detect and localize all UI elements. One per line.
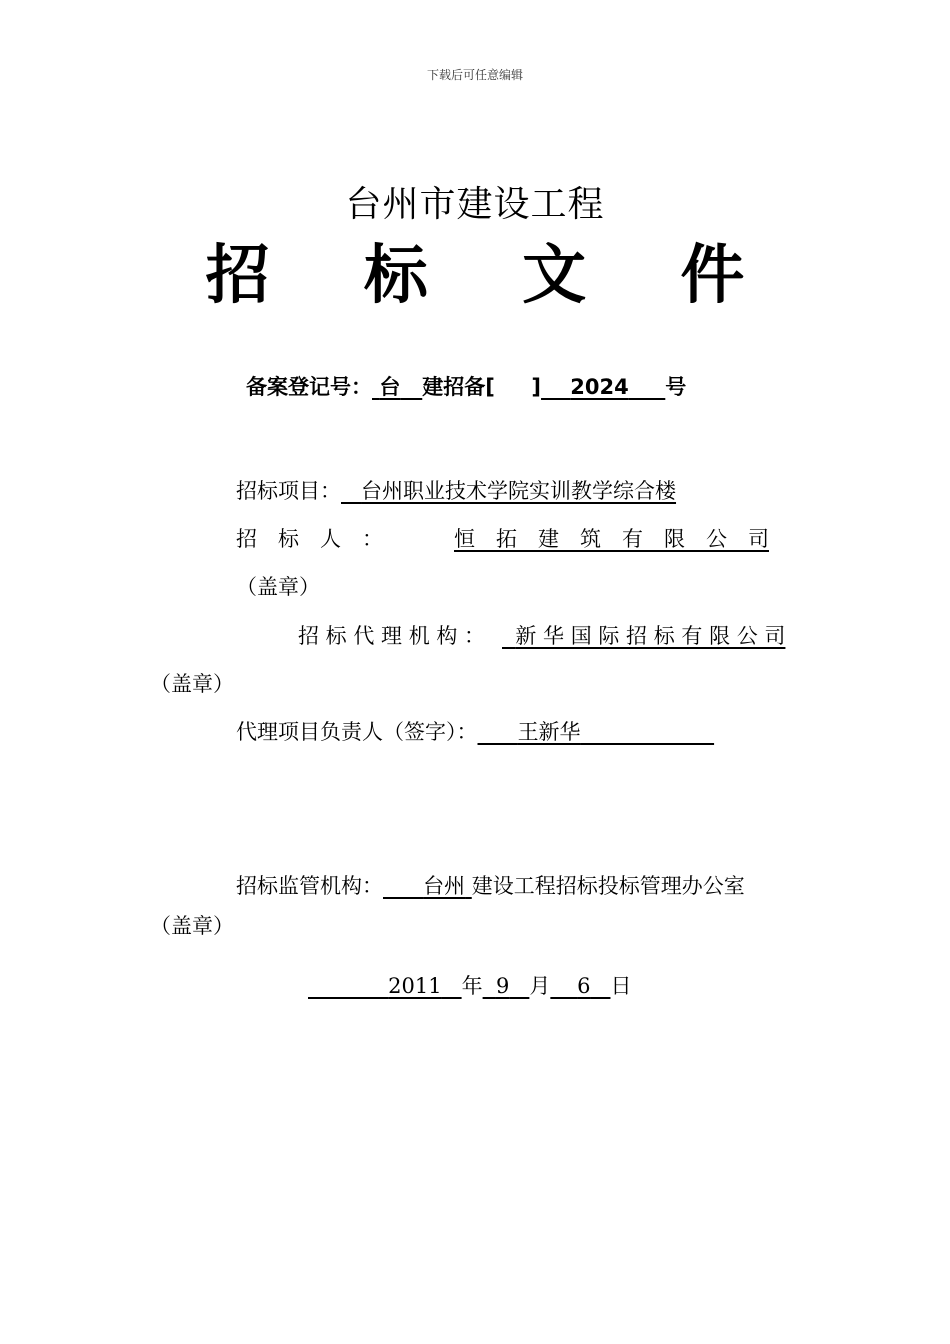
date-month-unit: 月	[529, 974, 551, 998]
registration-city: 台	[379, 375, 401, 399]
agency-value: 新 华 国 际 招 标 有 限 公 司	[515, 624, 786, 648]
manager-value: 王新华	[517, 720, 581, 744]
registration-label: 备案登记号：	[246, 375, 372, 399]
supervisor-row	[236, 870, 745, 900]
date-month: 9	[495, 974, 510, 998]
supervisor-city: 台州	[423, 874, 466, 898]
project-value: 台州职业技术学院实训教学综合楼	[361, 479, 677, 503]
date-day: 6	[577, 974, 591, 998]
registration-bracket-close: ]	[531, 375, 542, 399]
title-main: 招 标 文 件	[205, 238, 781, 313]
tenderer-label: 招 标 人 ：	[236, 527, 383, 551]
date-year: 2011	[388, 974, 442, 998]
agency-seal: （盖章）	[150, 672, 234, 696]
registration-number	[246, 371, 686, 401]
registration-year: 2024	[570, 375, 629, 399]
supervisor-value: 建设工程招标投标管理办公室	[471, 874, 745, 898]
project-label: 招标项目：	[236, 479, 341, 503]
header-note: 下载后可任意编辑	[426, 68, 523, 82]
project-row	[236, 475, 676, 505]
registration-suffix: 号	[665, 375, 687, 399]
date-row	[308, 970, 631, 1000]
date-day-unit: 日	[610, 974, 632, 998]
manager-row	[236, 716, 714, 746]
registration-mid: 建招备[	[422, 375, 495, 399]
tenderer-seal: （盖章）	[236, 575, 320, 599]
manager-label: 代理项目负责人（签字）：	[236, 720, 478, 744]
date-year-unit: 年	[461, 974, 483, 998]
title-line1: 台州市建设工程	[345, 184, 605, 225]
tenderer-value: 恒 拓 建 筑 有 限 公 司	[454, 527, 769, 551]
agency-label: 招 标 代 理 机 构 ：	[298, 624, 486, 648]
supervisor-label: 招标监管机构：	[236, 874, 383, 898]
supervisor-seal: （盖章）	[150, 914, 234, 938]
